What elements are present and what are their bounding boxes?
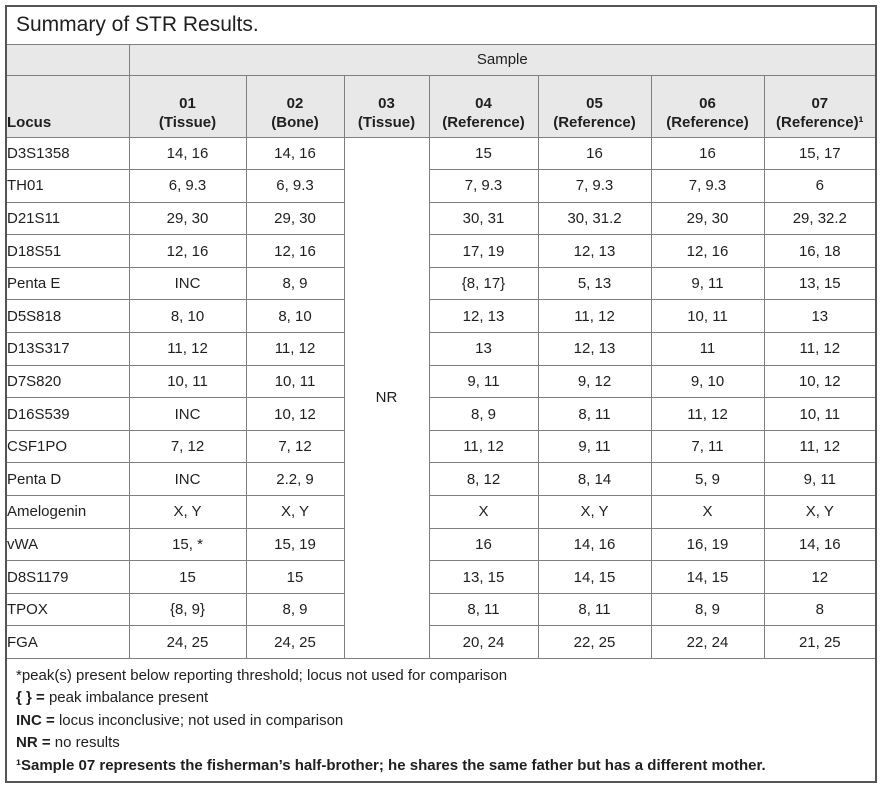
locus-cell: CSF1PO	[6, 430, 129, 463]
allele-cell: 8, 9	[246, 267, 344, 300]
allele-cell: 11, 12	[764, 430, 876, 463]
locus-cell: FGA	[6, 626, 129, 659]
allele-cell: 14, 16	[764, 528, 876, 561]
table-row	[6, 496, 876, 529]
locus-cell: D21S11	[6, 202, 129, 235]
allele-cell: 9, 11	[764, 463, 876, 496]
table-row	[6, 463, 876, 496]
locus-cell: vWA	[6, 528, 129, 561]
sample-column-header	[651, 75, 764, 137]
allele-cell: X	[651, 496, 764, 529]
allele-cell: 8, 9	[429, 398, 538, 431]
allele-cell: 16, 19	[651, 528, 764, 561]
allele-cell: 9, 11	[538, 430, 651, 463]
allele-cell: INC	[129, 267, 246, 300]
allele-cell: 9, 11	[429, 365, 538, 398]
allele-cell: 2.2, 9	[246, 463, 344, 496]
footnote-line	[16, 710, 866, 732]
allele-cell: 30, 31	[429, 202, 538, 235]
allele-cell: 9, 12	[538, 365, 651, 398]
allele-cell: 11	[651, 333, 764, 366]
allele-cell: INC	[129, 463, 246, 496]
allele-cell: 15, *	[129, 528, 246, 561]
allele-cell: 12, 13	[538, 235, 651, 268]
no-results-cell: NR	[344, 137, 429, 659]
allele-cell: 8	[764, 593, 876, 626]
locus-cell: D5S818	[6, 300, 129, 333]
locus-cell: D18S51	[6, 235, 129, 268]
allele-cell: 12, 13	[538, 333, 651, 366]
allele-cell: 30, 31.2	[538, 202, 651, 235]
allele-cell: 10, 12	[246, 398, 344, 431]
allele-cell: 24, 25	[129, 626, 246, 659]
allele-cell: 13, 15	[429, 561, 538, 594]
sample-type: (Bone)	[271, 113, 319, 131]
allele-cell: 11, 12	[764, 333, 876, 366]
allele-cell: 15, 17	[764, 137, 876, 170]
locus-cell: Penta D	[6, 463, 129, 496]
allele-cell: 10, 11	[651, 300, 764, 333]
sample-type: (Tissue)	[357, 113, 416, 131]
table-row	[6, 561, 876, 594]
locus-column-header: Locus	[6, 75, 129, 137]
allele-cell: 15	[246, 561, 344, 594]
allele-cell: 15, 19	[246, 528, 344, 561]
allele-cell: 13, 15	[764, 267, 876, 300]
locus-cell: D16S539	[6, 398, 129, 431]
table-row	[6, 626, 876, 659]
table-title: Summary of STR Results.	[6, 6, 876, 44]
allele-cell: 17, 19	[429, 235, 538, 268]
allele-cell: 5, 13	[538, 267, 651, 300]
allele-cell: 29, 30	[246, 202, 344, 235]
allele-cell: 15	[129, 561, 246, 594]
allele-cell: X, Y	[129, 496, 246, 529]
allele-cell: 11, 12	[429, 430, 538, 463]
footnote-line	[16, 665, 866, 687]
sample-number: 03	[378, 94, 395, 112]
allele-cell: X, Y	[764, 496, 876, 529]
allele-cell: 20, 24	[429, 626, 538, 659]
sample-number: 06	[699, 94, 716, 112]
locus-cell: D7S820	[6, 365, 129, 398]
sample-column-header	[429, 75, 538, 137]
allele-cell: 6, 9.3	[246, 170, 344, 203]
allele-cell: X, Y	[246, 496, 344, 529]
sample-type: (Reference)	[553, 113, 636, 131]
sample-column-header	[344, 75, 429, 137]
sample-number: 07	[811, 94, 829, 112]
table-row	[6, 365, 876, 398]
locus-cell: Penta E	[6, 267, 129, 300]
sample-group-header: Sample	[129, 44, 876, 75]
allele-cell: 16	[429, 528, 538, 561]
allele-cell: 7, 9.3	[429, 170, 538, 203]
footnote-line	[16, 687, 866, 709]
locus-cell: D13S317	[6, 333, 129, 366]
sample-column-header	[129, 75, 246, 137]
sample-column-header	[246, 75, 344, 137]
footnote-line	[16, 732, 866, 754]
allele-cell: 24, 25	[246, 626, 344, 659]
footnote-segment: INC =	[16, 711, 59, 729]
footnote-segment: *peak(s) present below reporting threshold; locus not used for comparison	[16, 667, 508, 684]
allele-cell: 8, 14	[538, 463, 651, 496]
allele-cell: {8, 17}	[429, 267, 538, 300]
sample-type: (Reference)¹	[776, 113, 864, 131]
allele-cell: 29, 30	[129, 202, 246, 235]
allele-cell: 8, 10	[246, 300, 344, 333]
table-row	[6, 202, 876, 235]
allele-cell: 22, 24	[651, 626, 764, 659]
allele-cell: 7, 12	[246, 430, 344, 463]
locus-cell: D8S1179	[6, 561, 129, 594]
footnote-segment: peak imbalance present	[48, 689, 209, 707]
allele-cell: X	[429, 496, 538, 529]
allele-cell: 7, 9.3	[538, 170, 651, 203]
allele-cell: 10, 11	[764, 398, 876, 431]
sample-column-header	[538, 75, 651, 137]
allele-cell: 8, 12	[429, 463, 538, 496]
allele-cell: 6, 9.3	[129, 170, 246, 203]
allele-cell: 15	[429, 137, 538, 170]
allele-cell: {8, 9}	[129, 593, 246, 626]
allele-cell: 8, 11	[538, 593, 651, 626]
table-row	[6, 398, 876, 431]
allele-cell: 12, 16	[246, 235, 344, 268]
footnote-segment: no results	[54, 734, 120, 752]
str-results-table	[5, 5, 877, 782]
locus-cell: TH01	[6, 170, 129, 203]
allele-cell: 16	[538, 137, 651, 170]
allele-cell: X, Y	[538, 496, 651, 529]
allele-cell: 9, 10	[651, 365, 764, 398]
allele-cell: 14, 16	[538, 528, 651, 561]
allele-cell: 12, 16	[651, 235, 764, 268]
allele-cell: 14, 16	[246, 137, 344, 170]
table-row	[6, 300, 876, 333]
allele-cell: 29, 30	[651, 202, 764, 235]
allele-cell: 10, 12	[764, 365, 876, 398]
allele-cell: 14, 15	[538, 561, 651, 594]
sample-number: 01	[179, 94, 196, 112]
allele-cell: 10, 11	[129, 365, 246, 398]
allele-cell: 22, 25	[538, 626, 651, 659]
footnote-segment: NR =	[16, 734, 55, 752]
table-row	[6, 267, 876, 300]
locus-cell: D3S1358	[6, 137, 129, 170]
footnote-segment: locus inconclusive; not used in comparison	[58, 711, 344, 729]
allele-cell: 29, 32.2	[764, 202, 876, 235]
allele-cell: 7, 11	[651, 430, 764, 463]
allele-cell: 14, 15	[651, 561, 764, 594]
allele-cell: 11, 12	[246, 333, 344, 366]
locus-cell: TPOX	[6, 593, 129, 626]
allele-cell: 5, 9	[651, 463, 764, 496]
footnote-segment: { } =	[16, 689, 49, 707]
allele-cell: 8, 11	[538, 398, 651, 431]
table-row	[6, 528, 876, 561]
sample-number: 05	[586, 94, 603, 112]
allele-cell: 6	[764, 170, 876, 203]
footnote-line	[16, 755, 866, 777]
allele-cell: 11, 12	[538, 300, 651, 333]
locus-cell: Amelogenin	[6, 496, 129, 529]
allele-cell: 13	[429, 333, 538, 366]
allele-cell: 10, 11	[246, 365, 344, 398]
allele-cell: 7, 9.3	[651, 170, 764, 203]
allele-cell: 11, 12	[651, 398, 764, 431]
table-row	[6, 333, 876, 366]
allele-cell: 14, 16	[129, 137, 246, 170]
allele-cell: 8, 9	[651, 593, 764, 626]
sample-column-header	[764, 75, 876, 137]
sample-type: (Tissue)	[158, 113, 217, 131]
sample-number: 04	[475, 94, 492, 112]
sample-type: (Reference)	[666, 113, 749, 131]
allele-cell: 12, 16	[129, 235, 246, 268]
sample-number: 02	[286, 94, 304, 112]
allele-cell: 8, 9	[246, 593, 344, 626]
footnote-segment: ¹Sample 07 represents the fisherman’s half-brother; he shares the same father but has a different mother.	[16, 756, 766, 774]
sample-type: (Reference)	[442, 113, 525, 131]
allele-cell: 21, 25	[764, 626, 876, 659]
table-row	[6, 137, 876, 170]
table-row	[6, 170, 876, 203]
allele-cell: 13	[764, 300, 876, 333]
table-row	[6, 430, 876, 463]
table-row	[6, 235, 876, 268]
table-row	[6, 593, 876, 626]
allele-cell: 8, 11	[429, 593, 538, 626]
allele-cell: 8, 10	[129, 300, 246, 333]
footnotes	[6, 659, 876, 783]
allele-cell: 9, 11	[651, 267, 764, 300]
allele-cell: 12, 13	[429, 300, 538, 333]
allele-cell: 16	[651, 137, 764, 170]
allele-cell: 12	[764, 561, 876, 594]
allele-cell: INC	[129, 398, 246, 431]
blank-corner-cell	[6, 44, 129, 75]
allele-cell: 7, 12	[129, 430, 246, 463]
allele-cell: 11, 12	[129, 333, 246, 366]
allele-cell: 16, 18	[764, 235, 876, 268]
